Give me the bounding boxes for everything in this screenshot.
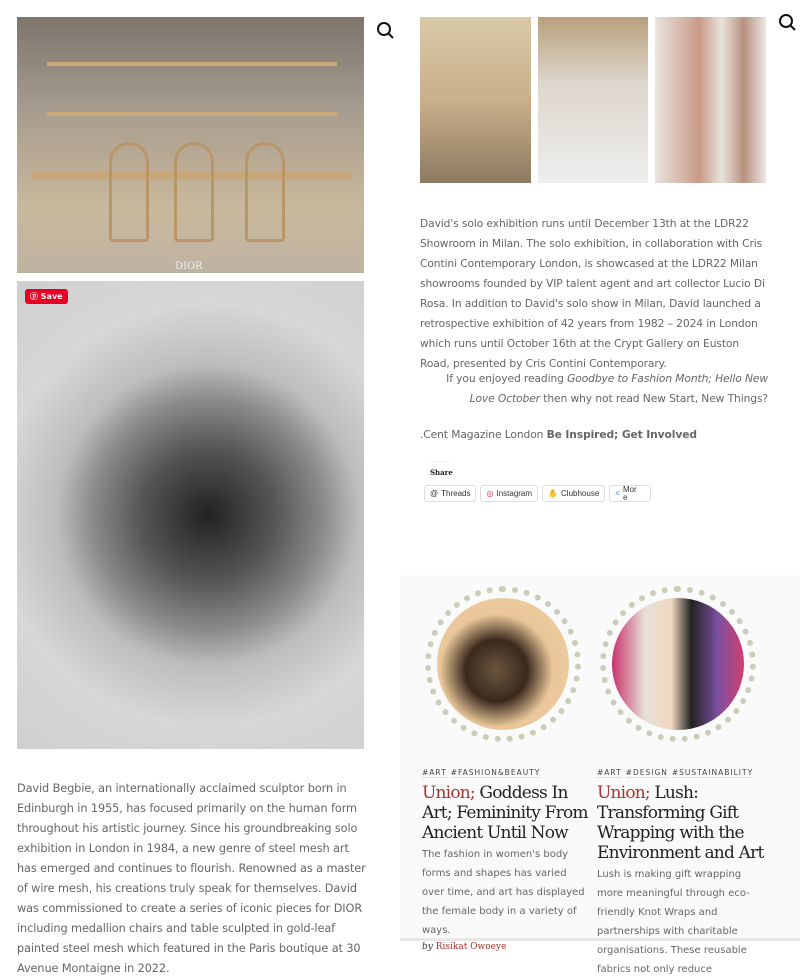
post-title[interactable]: Union; Goddess In Art; Femininity From Ancient Until Now [422,783,588,843]
share-label: Share [430,468,453,477]
post-title[interactable]: Union; Lush: Transforming Gift Wrapping with the Environment and Art [597,783,764,863]
dior-showroom-image [17,17,364,273]
post-excerpt: Lush is making gift wrapping more meaningful through eco-friendly Knot Wraps and partnerships with charitable organisations. These reusable fabrics not only reduce [597,869,750,975]
tag-link[interactable]: #SUSTAINABILITY [671,768,754,777]
post-byline: by Risikat Owoeye [422,942,507,952]
article-link[interactable]: New Start, New Things? [642,392,768,405]
share-icon: < [615,489,620,498]
promo-text: If you enjoyed reading Goodbye to Fashion Month; Hello New Love October then why not read New Start, New Things? [446,372,768,405]
tag-link[interactable]: #ART [422,768,447,777]
related-post-card[interactable] [597,586,767,979]
post-thumbnail [600,586,756,742]
article-paragraph: David Begbie, an internationally acclaimed sculptor born in Edinburgh in 1955, has focused primarily on the human form throughout his artistic journey. Since his groundbreaking solo exhibition in London in 1984, a new genre of steel mesh art has emerged and continues to flourish. Renowned as a master of wire mesh, his creations truly speak for themselves. David was commissioned to create a series of iconic pieces for DIOR including medallion chairs and table sculpted in gold-leaf painted steel mesh which featured in the Paris boutique at 30 Avenue Montaigne in 2022. [17,782,366,975]
post-tags [422,768,592,777]
instagram-icon: ◎ [486,489,494,498]
post-thumbnail [425,586,581,742]
search-icon[interactable] [376,21,396,41]
post-tags [597,768,767,777]
exhibition-paragraph: David's solo exhibition runs until December 13th at the LDR22 Showroom in Milan. The solo exhibition, in collaboration with Cris Contini Contemporary London, is showcased at the LDR22 Milan showrooms founded by VIP talent agent and art collector Lucio Di Rosa. In addition to David's solo show in Milan, David launched a retrospective exhibition of 42 years from 1982 – 2024 in London which runs until October 16th at the Crypt Gallery on Euston Road, presented by Cris Contini Contemporary. [420,217,765,370]
tag-link[interactable]: #DESIGN [625,768,668,777]
share-buttons [424,485,655,502]
author-link[interactable]: Risikat Owoeye [435,942,507,952]
related-post-card[interactable] [422,586,592,952]
dior-watermark: DIOR [175,261,203,272]
gallery-image-arch [420,17,531,183]
share-more-button[interactable]: < More [609,485,651,502]
rose-sculpture-image [17,281,364,749]
tagline: .Cent Magazine London Be Inspired; Get Involved [420,428,697,441]
share-clubhouse-button[interactable]: ✋ Clubhouse [542,485,605,502]
clubhouse-icon: ✋ [548,489,559,498]
threads-icon: @ [430,489,439,498]
search-icon[interactable] [778,13,798,33]
share-divider [430,461,450,462]
pinterest-save-button[interactable]: ⓟ Save [25,289,68,304]
gallery-image-torsos [655,17,766,183]
article-link[interactable]: Goodbye to Fashion Month; Hello New Love October [469,372,768,405]
tag-link[interactable]: #ART [597,768,622,777]
gallery-image-whale [538,17,648,183]
post-excerpt: The fashion in women's body forms and shapes has varied over time, and art has displayed the female body in a variety of ways. [422,849,585,936]
share-threads-button[interactable]: @ Threads [424,485,476,502]
share-instagram-button[interactable]: ◎ Instagram [480,485,538,502]
pinterest-icon: ⓟ [30,292,41,301]
tag-link[interactable]: #FASHION&BEAUTY [450,768,541,777]
